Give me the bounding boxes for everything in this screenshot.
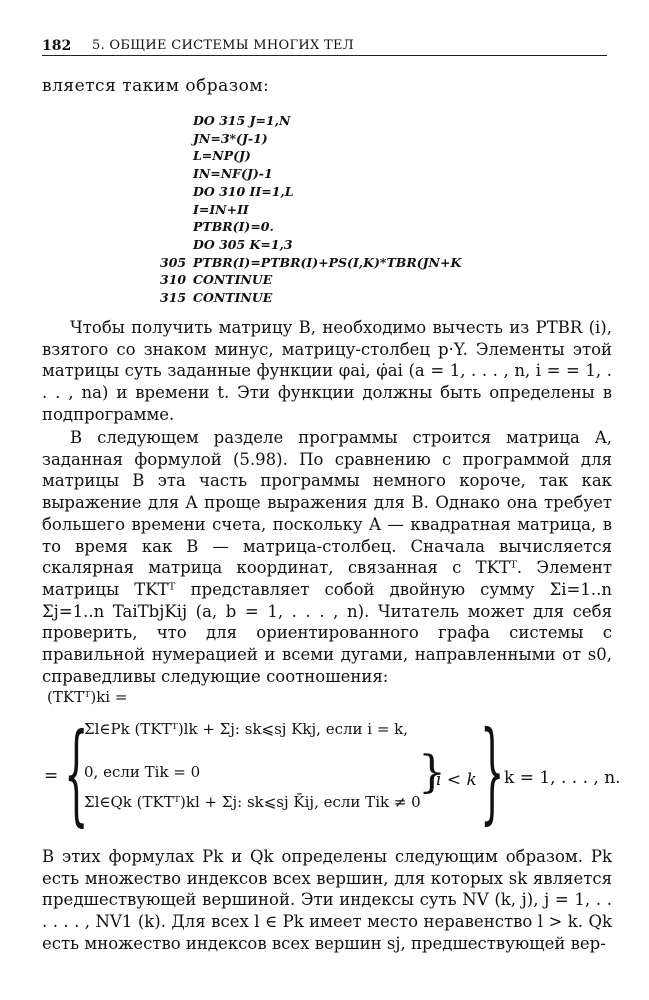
page-header (42, 36, 607, 58)
paragraph-2 (42, 427, 612, 687)
code-statement: L=NP(J) (193, 148, 251, 164)
left-brace: { (64, 709, 89, 837)
inner-right-brace: } (418, 747, 446, 798)
formula-lhs: (TKTᵀ)ki = (47, 688, 128, 706)
code-statement: CONTINUE (193, 290, 273, 305)
code-statement: PTBR(I)=0. (193, 219, 274, 235)
paragraph-3 (42, 846, 612, 955)
formula-range: k = 1, . . . , n. (504, 768, 621, 788)
code-statement: JN=3*(J-1) (193, 130, 268, 146)
code-statement: PTBR(I)=PTBR(I)+PS(I,K)*TBR(JN+K (193, 254, 462, 270)
code-label: 315 (160, 290, 187, 305)
formula-case-1: Σl∈Pk (TKTᵀ)lk + Σj: sk⩽sj Kkj, если i = k, (84, 720, 409, 738)
formula-equals: = (44, 766, 59, 786)
page-number: 182 (42, 38, 72, 54)
formula-case-3: Σl∈Qk (TKTᵀ)kl + Σj: sk⩽sj K̄ij, если Tik ≠ 0 (84, 793, 421, 811)
code-statement: IN=NF(J)-1 (193, 166, 273, 182)
code-label: 310 (160, 272, 187, 288)
formula-condition: i < k (436, 770, 477, 790)
header-rule (42, 55, 607, 56)
code-statement: I=IN+II (193, 201, 249, 217)
code-statement: CONTINUE (193, 272, 273, 288)
chapter-title: 5. ОБЩИЕ СИСТЕМЫ МНОГИХ ТЕЛ (92, 38, 354, 53)
code-label: 305 (160, 254, 187, 270)
paragraph-3-text: В этих формулах Pk и Qk определены следующим образом. Pk есть множество индексов всех вершин, для которых sk является предшествующей вершиной. Эти индексы суть NV (k, j), j = 1, . . . . . . , NV1 (k). Для всех l ∈ Pk имеет место неравенство l > k. Qk есть множество индексов всех вершин sj, предшествующей вер- (42, 847, 612, 953)
formula-case-2: 0, если Tik = 0 (84, 763, 201, 781)
outer-right-brace: } (480, 707, 505, 835)
code-statement: DO 305 K=1,3 (193, 236, 293, 252)
code-statement: DO 315 J=1,N (193, 113, 291, 128)
paragraph-1 (42, 317, 612, 426)
paragraph-2-text: В следующем разделе программы строится матрица A, заданная формулой (5.98). По сравнению с программой для матрицы B эта часть программы немного короче, так как выражение для A проще выражения для B. Однако она требует большего времени счета, поскольку A — квадратная матрица, в то время как B — матрица-столбец. Сначала вычисляется скалярная матрица координат, связанная с TKTᵀ. Элемент матрицы TKTᵀ представляет собой двойную сумму Σi=1..n Σj=1..n TaiTbjKij (a, b = 1, . . . , n). Читатель может для себя проверить, что для ориентированного графа системы с правильной нумерацией и всеми дугами, направленными от s0, справедливы следующие соотношения: (42, 428, 612, 686)
intro-line: вляется таким образом: (42, 76, 270, 96)
code-statement: DO 310 II=1,L (193, 183, 294, 199)
paragraph-1-text: Чтобы получить матрицу B, необходимо вычесть из PTBR (i), взятого со знаком минус, матрицу-столбец p·Y. Элементы этой матрицы суть заданные функции φai, φ̇ai (a = 1, . . . , n, i = = 1, . . . , na) и времени t. Эти функции должны быть определены в подпрограмме. (42, 318, 612, 424)
